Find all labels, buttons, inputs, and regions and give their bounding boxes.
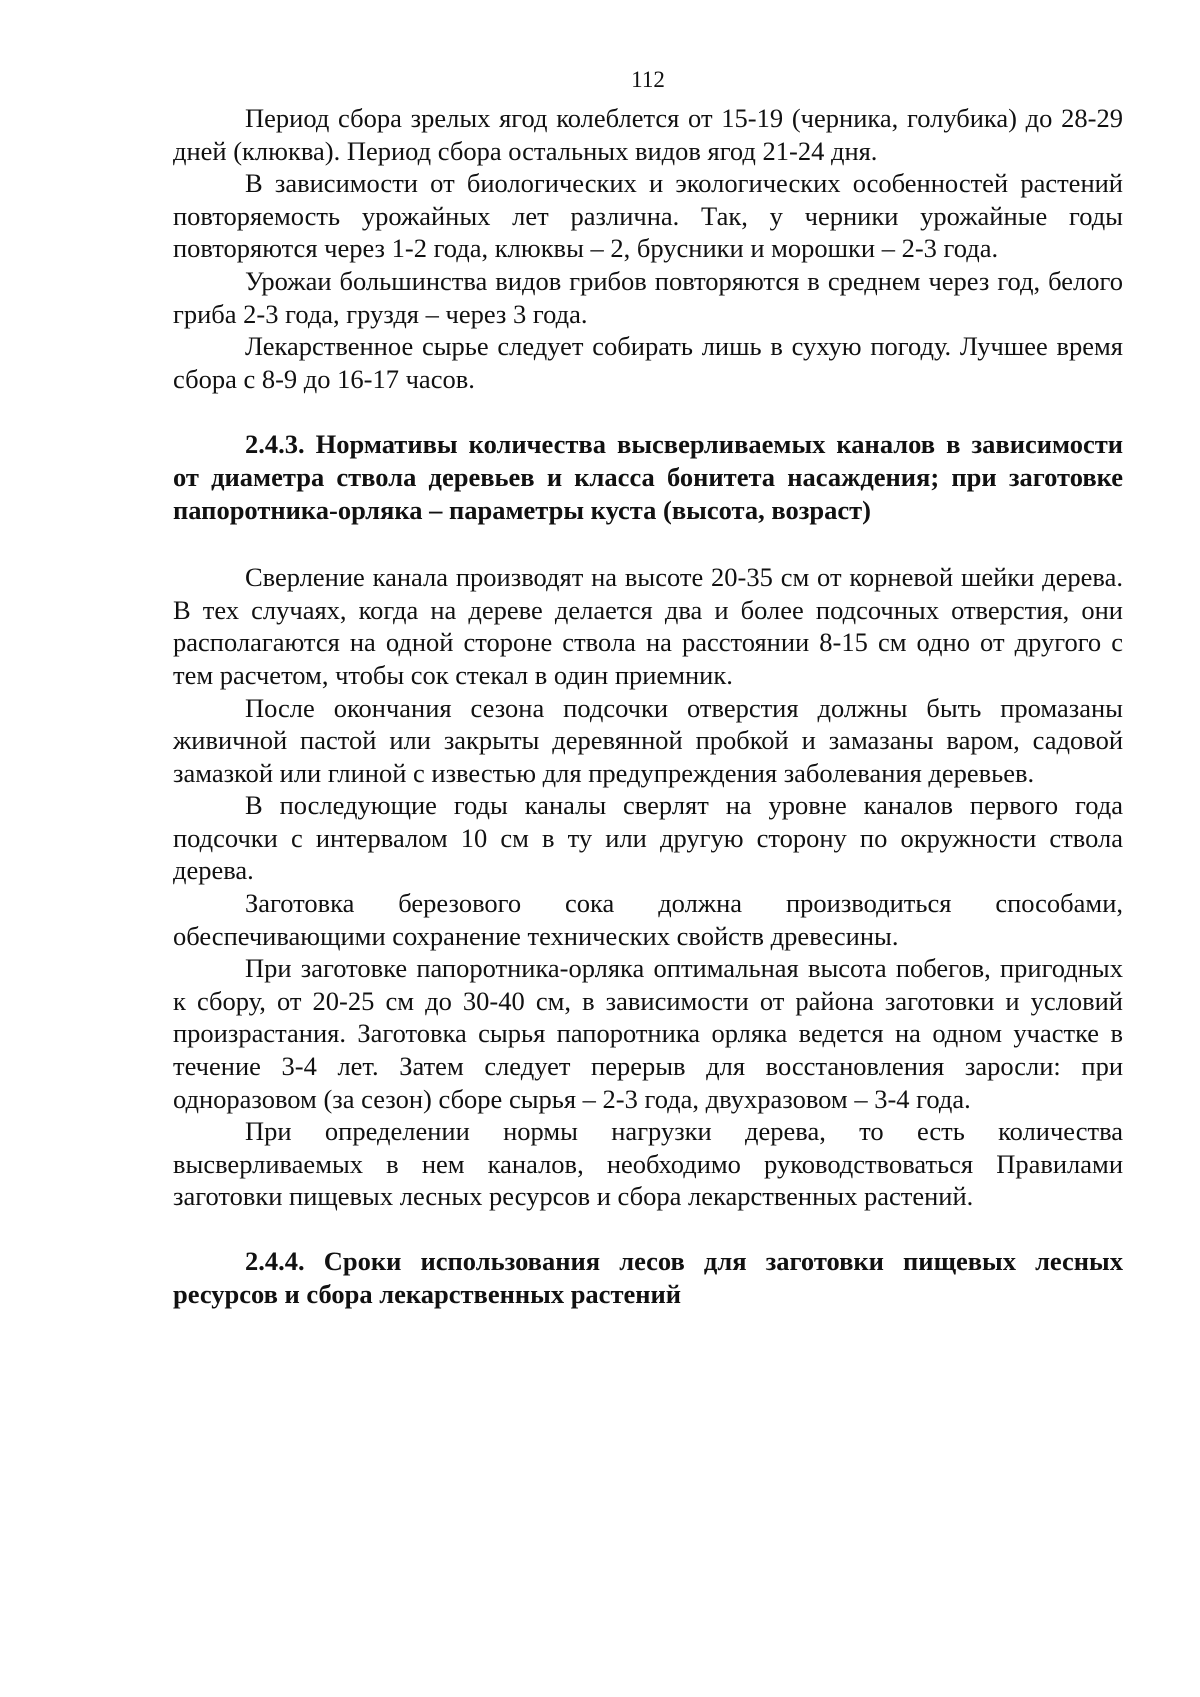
spacer: [173, 526, 1123, 561]
page-number: 112: [631, 67, 665, 92]
paragraph: Сверление канала производят на высоте 20-35 см от корневой шейки дерева. В тех случаях, когда на дереве делается два и более подсочных отверстия, они располагаются на одной стороне ствола на расстоянии 8-15 см одно от другого с тем расчетом, чтобы сок стекал в один приемник.: [173, 562, 1123, 690]
paragraph: В зависимости от биологических и экологических особенностей растений повторяемость урожайных лет различна. Так, у черники урожайные годы повторяются через 1-2 года, клюквы – 2, брусники и морошки – 2-3 года.: [173, 168, 1123, 264]
document-page: [173, 66, 1123, 1310]
paragraph: Урожаи большинства видов грибов повторяются в среднем через год, белого гриба 2-3 года, груздя – через 3 года.: [173, 265, 1123, 329]
paragraph: После окончания сезона подсочки отверстия должны быть промазаны живичной пастой или закрыты деревянной пробкой и замазаны варом, садовой замазкой или глиной с известью для предупреждения заболевания деревьев.: [173, 692, 1123, 788]
section-heading-2-4-4: 2.4.4. Сроки использования лесов для заготовки пищевых лесных ресурсов и сбора лекарственных растений: [173, 1246, 1123, 1309]
paragraph: При заготовке папоротника-орляка оптимальная высота побегов, пригодных к сбору, от 20-25 см до 30-40 см, в зависимости от района заготовки и условий произрастания. Заготовка сырья папоротника орляка ведется на одном участке в течение 3-4 лет. Затем следует перерыв для восстановления заросли: при одноразовом (за сезон) сборе сырья – 2-3 года, двухразовом – 3-4 года.: [173, 953, 1123, 1114]
paragraph: Период сбора зрелых ягод колеблется от 15-19 (черника, голубика) до 28-29 дней (клюква). Период сбора остальных видов ягод 21-24 дня.: [173, 103, 1123, 166]
section-heading-2-4-3: 2.4.3. Нормативы количества высверливаемых каналов в зависимости от диаметра ствола деревьев и класса бонитета насаждения; при заготовке папоротника-орляка – параметры куста (высота, возраст): [173, 429, 1123, 525]
paragraph: Лекарственное сырье следует собирать лишь в сухую погоду. Лучшее время сбора с 8-9 до 16-17 часов.: [173, 331, 1123, 394]
paragraph: При определении нормы нагрузки дерева, то есть количества высверливаемых в нем каналов, необходимо руководствоваться Правилами заготовки пищевых лесных ресурсов и сбора лекарственных растений.: [173, 1116, 1123, 1212]
paragraph: В последующие годы каналы сверлят на уровне каналов первого года подсочки с интервалом 10 см в ту или другую сторону по окружности ствола дерева.: [173, 790, 1123, 886]
paragraph: Заготовка березового сока должна производиться способами, обеспечивающими сохранение технических свойств древесины.: [173, 888, 1123, 951]
spacer: [173, 395, 1123, 428]
spacer: [173, 1213, 1123, 1245]
